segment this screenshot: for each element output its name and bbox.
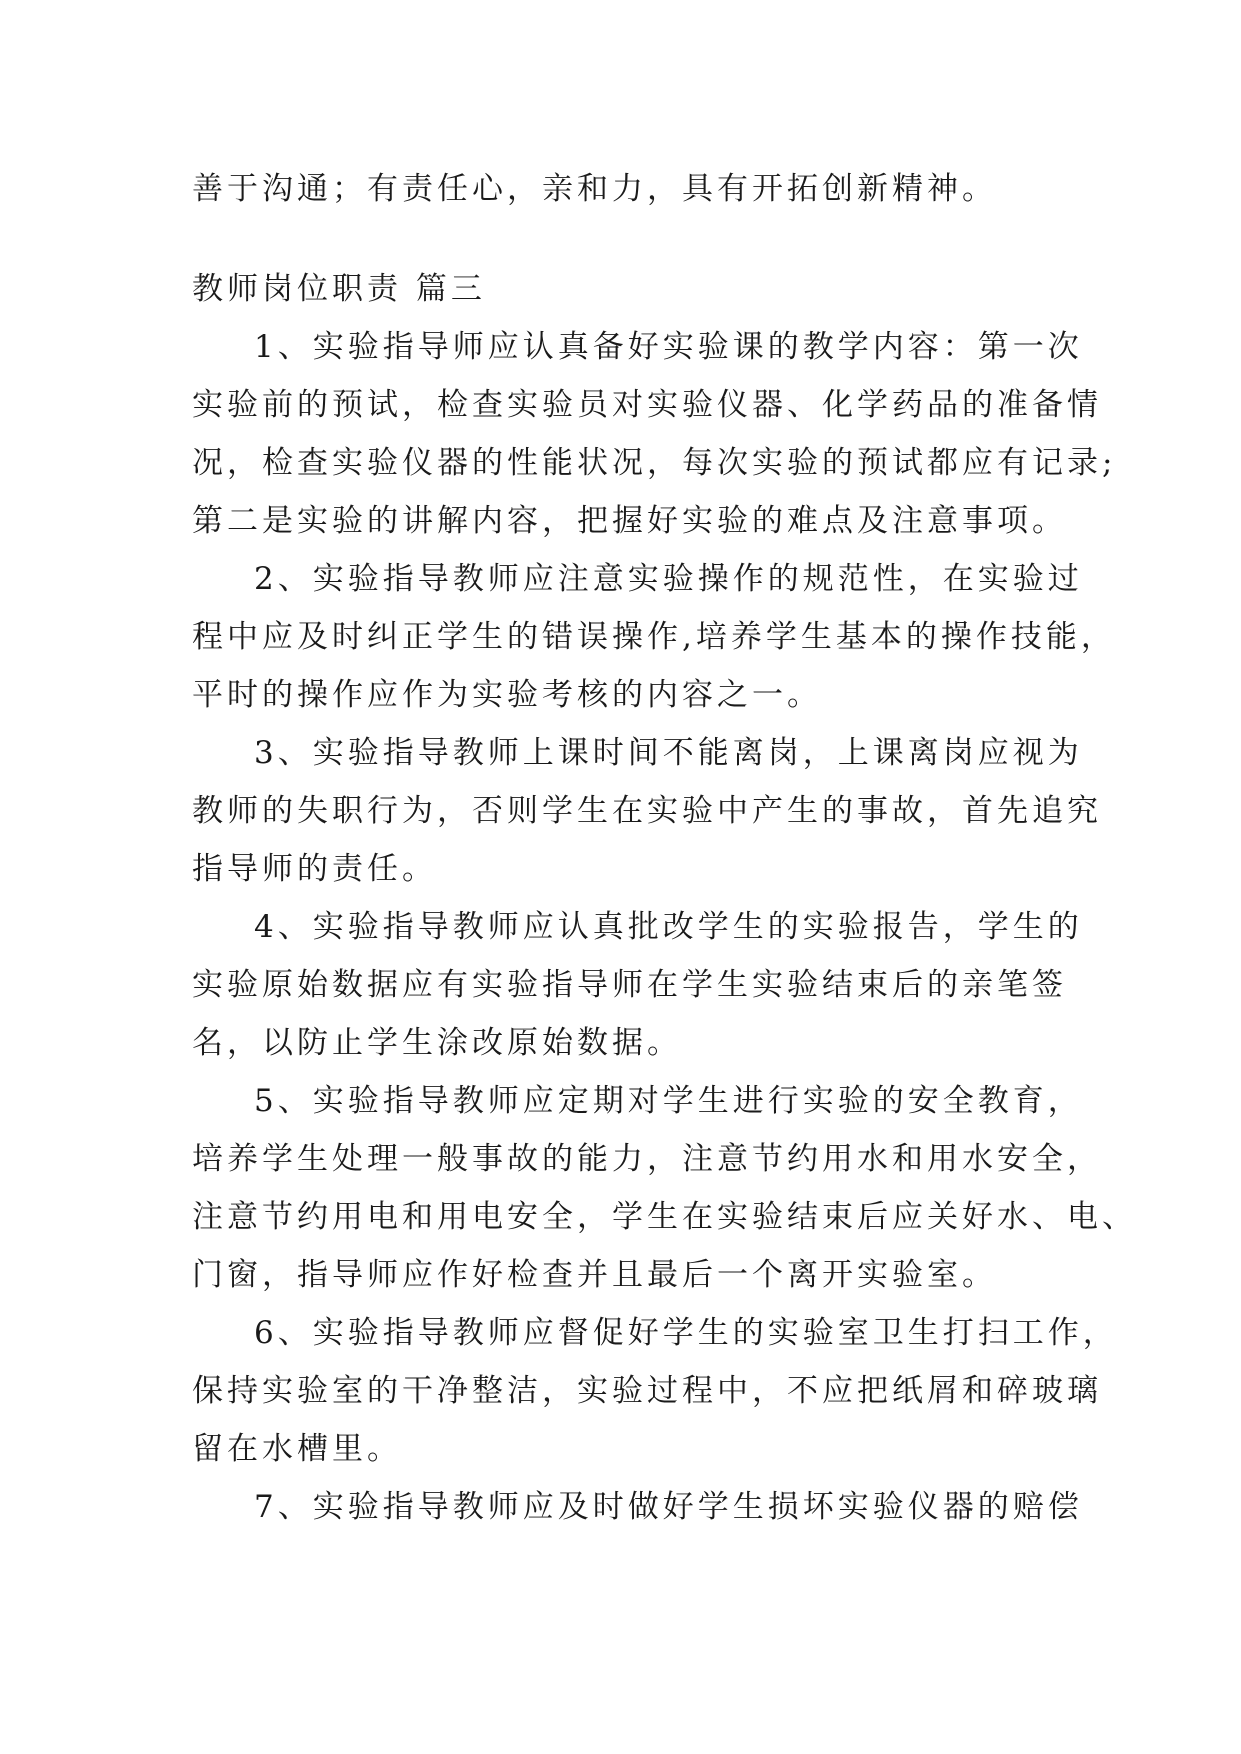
section-heading: 教师岗位职责 篇三 [192, 271, 486, 307]
item-1-line: 实验前的预试，检查实验员对实验仪器、化学药品的准备情 [192, 387, 1102, 423]
paragraph-line: 善于沟通；有责任心，亲和力，具有开拓创新精神。 [192, 171, 997, 207]
item-6-line: 留在水槽里。 [192, 1431, 402, 1467]
item-2-line: 2、实验指导教师应注意实验操作的规范性，在实验过 [254, 561, 1083, 597]
item-5-line: 门窗，指导师应作好检查并且最后一个离开实验室。 [192, 1257, 997, 1293]
item-3-line: 指导师的责任。 [192, 851, 437, 887]
item-4-line: 实验原始数据应有实验指导师在学生实验结束后的亲笔签 [192, 967, 1067, 1003]
document-page [192, 160, 1137, 1536]
item-5-line: 注意节约用电和用电安全，学生在实验结束后应关好水、电、 [192, 1199, 1137, 1235]
item-1-line: 第二是实验的讲解内容，把握好实验的难点及注意事项。 [192, 503, 1067, 539]
item-7-line: 7、实验指导教师应及时做好学生损坏实验仪器的赔偿 [254, 1489, 1083, 1525]
item-5-line: 培养学生处理一般事故的能力，注意节约用水和用水安全， [192, 1141, 1102, 1177]
item-2-line: 程中应及时纠正学生的错误操作,培养学生基本的操作技能， [192, 619, 1116, 655]
item-2-line: 平时的操作应作为实验考核的内容之一。 [192, 677, 822, 713]
item-6-line: 6、实验指导教师应督促好学生的实验室卫生打扫工作， [254, 1315, 1118, 1351]
item-1-line: 1、实验指导师应认真备好实验课的教学内容：第一次 [254, 329, 1083, 365]
item-4-line: 4、实验指导教师应认真批改学生的实验报告，学生的 [254, 909, 1083, 945]
item-6-line: 保持实验室的干净整洁，实验过程中，不应把纸屑和碎玻璃 [192, 1373, 1102, 1409]
item-3-line: 3、实验指导教师上课时间不能离岗，上课离岗应视为 [254, 735, 1083, 771]
item-5-line: 5、实验指导教师应定期对学生进行实验的安全教育， [254, 1083, 1083, 1119]
item-3-line: 教师的失职行为，否则学生在实验中产生的事故，首先追究 [192, 793, 1102, 829]
item-1-line: 况，检查实验仪器的性能状况，每次实验的预试都应有记录; [192, 445, 1117, 481]
item-4-line: 名，以防止学生涂改原始数据。 [192, 1025, 682, 1061]
